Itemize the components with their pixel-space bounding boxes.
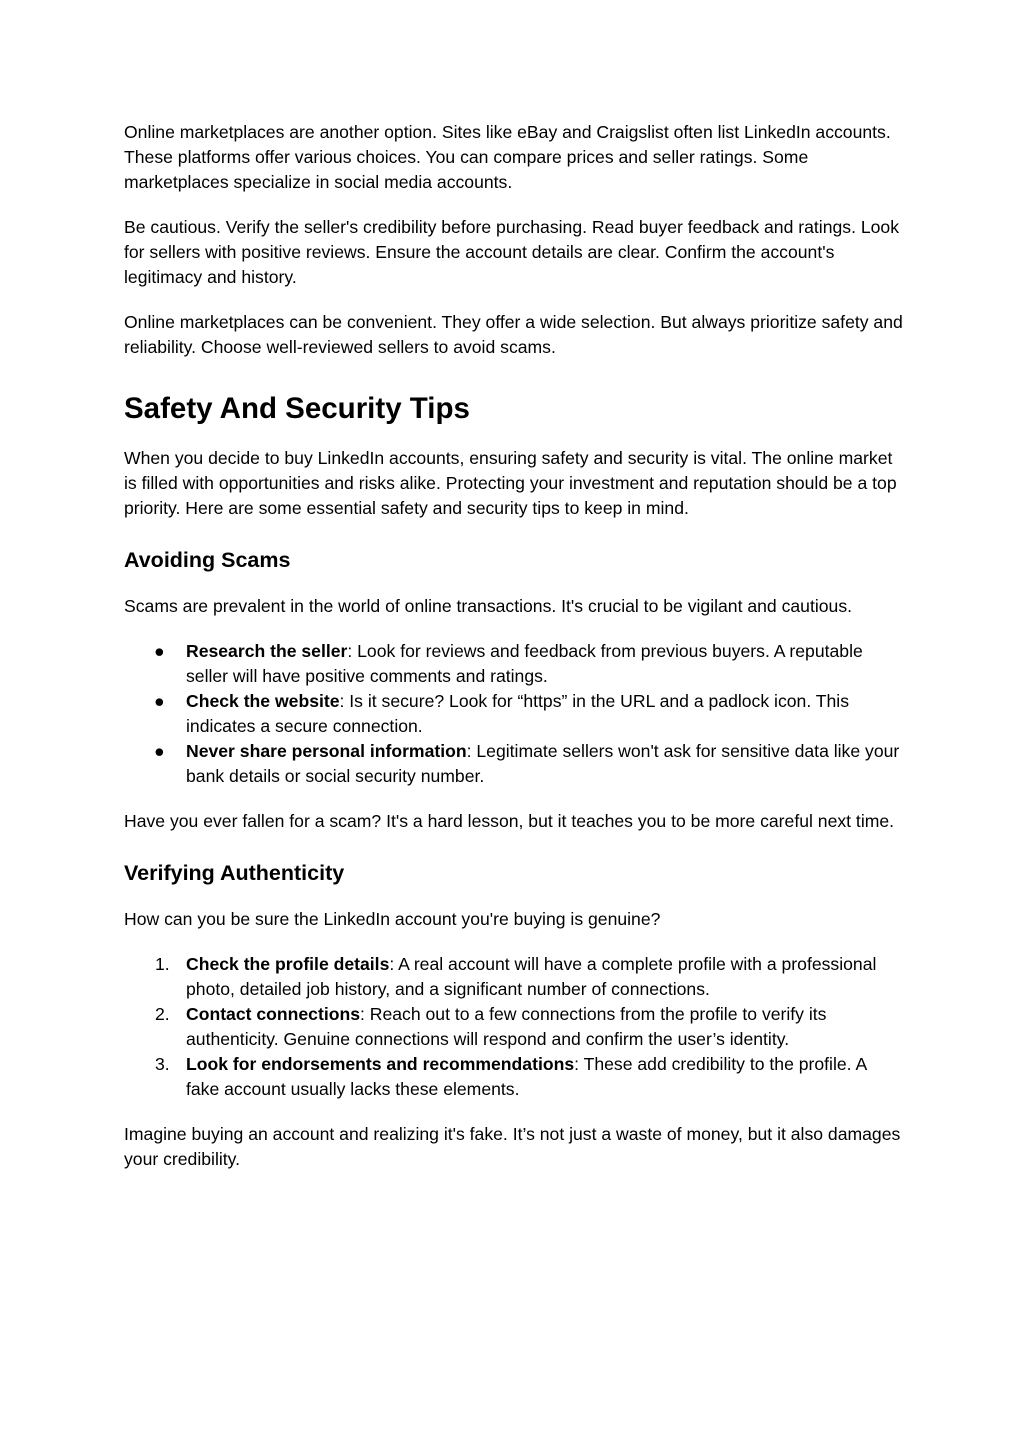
list-item-text: : Reach out to a few connections from the profile to verify its authenticity. Genuine connections will respond and confirm the user’s identity.	[186, 1004, 827, 1049]
authenticity-numbered-list	[124, 952, 904, 1102]
list-item	[124, 739, 904, 789]
section-title	[124, 391, 904, 427]
list-item	[124, 639, 904, 689]
list-item-text: : Look for reviews and feedback from previous buyers. A reputable seller will have positive comments and ratings.	[186, 641, 863, 686]
list-item-bold: Check the profile details	[186, 954, 390, 974]
section-title-text: Safety And Security Tips	[124, 392, 470, 425]
list-item-bold: Contact connections	[186, 1004, 360, 1024]
section-intro: When you decide to buy LinkedIn accounts, ensuring safety and security is vital. The online market is filled with opportunities and risks alike. Protecting your investment and reputation should be a top priority. Here are some essential safety and security tips to keep in mind.	[124, 448, 897, 518]
list-item-text: : Legitimate sellers won't ask for sensitive data like your bank details or social security number.	[186, 741, 900, 786]
scams-intro: Scams are prevalent in the world of online transactions. It's crucial to be vigilant and cautious.	[124, 596, 853, 616]
list-item-bold: Look for endorsements and recommendations	[186, 1054, 575, 1074]
number-marker: 2.	[155, 1004, 170, 1024]
document-page	[124, 120, 904, 1172]
bullet-marker: ●	[154, 641, 165, 661]
list-item-bold: Never share personal information	[186, 741, 467, 761]
bullet-marker: ●	[154, 691, 165, 711]
intro-paragraph-2: Be cautious. Verify the seller's credibility before purchasing. Read buyer feedback and ratings. Look for sellers with positive reviews. Ensure the account details are clear. Confirm the account's legitimacy and history.	[124, 217, 899, 287]
scams-bullet-list	[124, 639, 904, 789]
authenticity-outro: Imagine buying an account and realizing it's fake. It’s not just a waste of money, but it also damages your credibility.	[124, 1124, 901, 1169]
list-item-bold: Research the seller	[186, 641, 348, 661]
list-item-text: : These add credibility to the profile. A fake account usually lacks these elements.	[186, 1054, 867, 1099]
list-item	[124, 689, 904, 739]
list-item-text: : A real account will have a complete profile with a professional photo, detailed job history, and a significant number of connections.	[186, 954, 877, 999]
heading-avoiding-scams: Avoiding Scams	[124, 548, 291, 572]
list-item	[124, 1052, 904, 1102]
number-marker: 1.	[155, 954, 170, 974]
bullet-marker: ●	[154, 741, 165, 761]
scams-outro: Have you ever fallen for a scam? It's a hard lesson, but it teaches you to be more careful next time.	[124, 811, 895, 831]
heading-verifying-authenticity: Verifying Authenticity	[124, 861, 345, 885]
intro-paragraph-1: Online marketplaces are another option. Sites like eBay and Craigslist often list LinkedIn accounts. These platforms offer various choices. You can compare prices and seller ratings. Some marketplaces specialize in social media accounts.	[124, 122, 891, 192]
list-item	[124, 1002, 904, 1052]
authenticity-intro: How can you be sure the LinkedIn account you're buying is genuine?	[124, 909, 661, 929]
intro-paragraph-3: Online marketplaces can be convenient. They offer a wide selection. But always prioritize safety and reliability. Choose well-reviewed sellers to avoid scams.	[124, 312, 903, 357]
list-item-bold: Check the website	[186, 691, 340, 711]
list-item	[124, 952, 904, 1002]
list-item-text: : Is it secure? Look for “https” in the URL and a padlock icon. This indicates a secure connection.	[186, 691, 850, 736]
number-marker: 3.	[155, 1054, 170, 1074]
